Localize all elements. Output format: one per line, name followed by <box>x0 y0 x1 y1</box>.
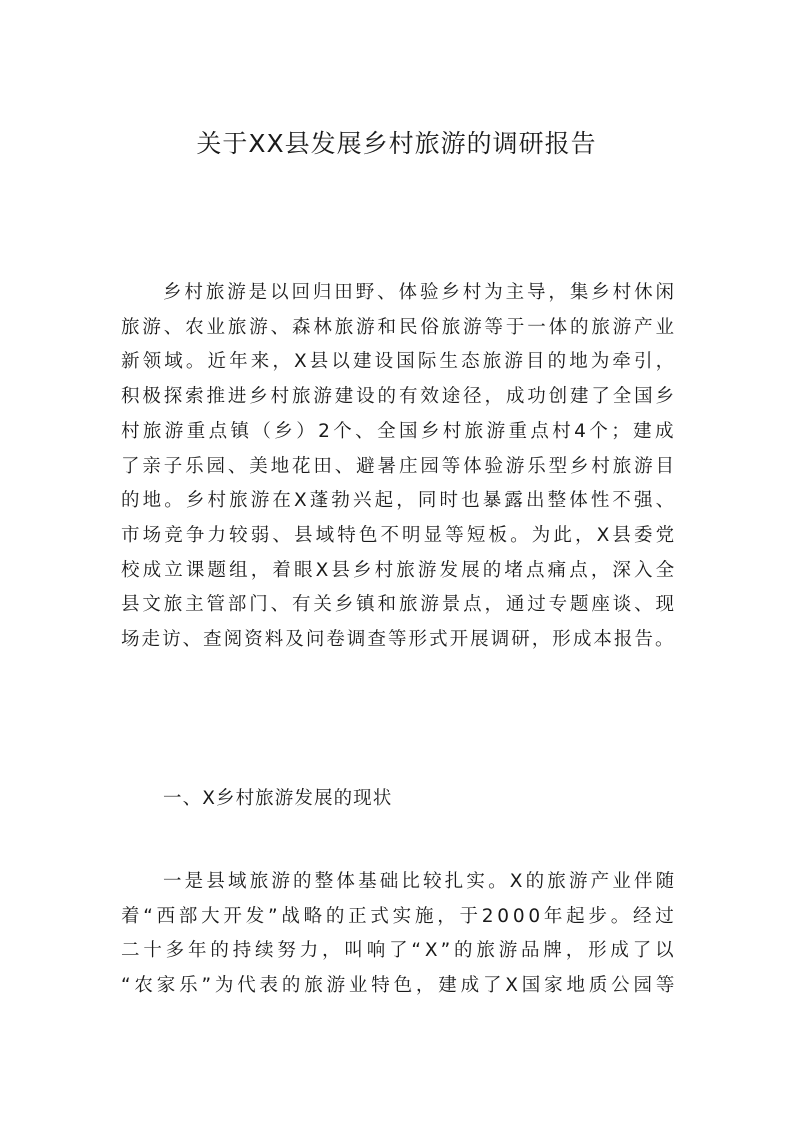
intro-line: 了亲子乐园、美地花田、避暑庄园等体验游乐型乡村旅游目 <box>121 455 677 477</box>
intro-line: 市场竞争力较弱、县域特色不明显等短板。为此，X县委党 <box>121 524 678 546</box>
section-heading: 一、X乡村旅游发展的现状 <box>163 788 393 809</box>
section1-paragraph <box>121 865 679 1004</box>
intro-line: 县文旅主管部门、有关乡镇和旅游景点，通过专题座谈、现 <box>121 594 677 616</box>
section1-line: 一是县域旅游的整体基础比较扎实。X的旅游产业伴随 <box>163 871 678 892</box>
section1-line: 着“西部大开发”战略的正式实施，于2000年起步。经过 <box>121 905 678 927</box>
section1-line: 二十多年的持续努力，叫响了“X”的旅游品牌，形成了以 <box>121 940 678 962</box>
intro-line: 新领域。近年来，X县以建设国际生态旅游目的地为牵引， <box>121 351 678 373</box>
intro-line: 乡村旅游是以回归田野、体验乡村为主导，集乡村休闲 <box>163 282 677 303</box>
intro-line: 村旅游重点镇（乡）2个、全国乡村旅游重点村4个；建成 <box>121 420 677 442</box>
document-title: 关于XX县发展乡村旅游的调研报告 <box>196 129 597 158</box>
intro-line: 旅游、农业旅游、森林旅游和民俗旅游等于一体的旅游产业 <box>121 316 677 338</box>
intro-line: 积极探索推进乡村旅游建设的有效途径，成功创建了全国乡 <box>121 386 677 408</box>
intro-line: 校成立课题组，着眼X县乡村旅游发展的堵点痛点，深入全 <box>121 559 678 581</box>
intro-line: 场走访、查阅资料及问卷调查等形式开展调研，形成本报告。 <box>121 629 676 651</box>
intro-paragraph <box>121 276 678 658</box>
intro-line: 的地。乡村旅游在X蓬勃兴起，同时也暴露出整体性不强、 <box>121 490 678 512</box>
section1-line: “农家乐”为代表的旅游业特色，建成了X国家地质公园等 <box>121 975 679 997</box>
